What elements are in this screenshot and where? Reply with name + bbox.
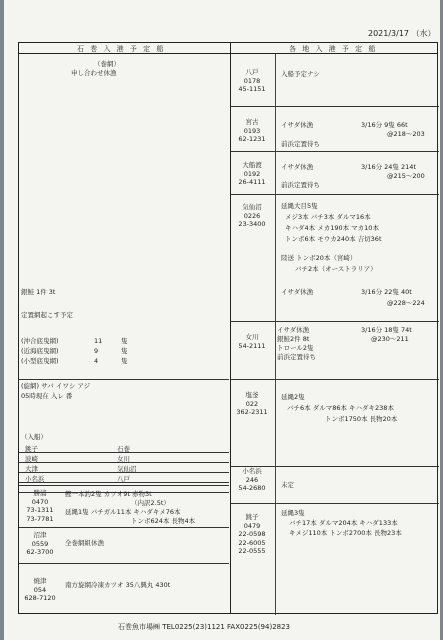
katsuura-line: （内訳2.5t） [131,499,170,507]
fleet-label: (近海底曳網) [21,347,59,355]
kesennuma-line: 3/16分 22隻 40t [361,288,412,296]
kesennuma-line: イサダ休漁 [281,288,314,296]
arrivals-row: 大津 [25,465,38,473]
miyako-line: イサダ休漁 [281,121,314,129]
miyako-line: 前浜定置待ち [281,140,320,148]
left-note-2: 銀鮭 1件 3t [21,288,56,296]
kesennuma-line: @228～224 [387,299,425,307]
arrivals-row: 八戸 [117,475,130,483]
onagawa-line: イサダ休漁 [277,326,310,334]
table-header [19,43,437,54]
arrivals-header: （入船） [21,433,47,441]
divider [231,106,439,107]
fleet-count: 11 [94,337,103,345]
port-onagawa: 女川 54-2111 [238,333,266,350]
divider [19,527,229,528]
choshi-line: キメジ110本 トンボ2700本 長物23本 [289,529,402,537]
arrivals-col-port: 石巻 [117,445,130,453]
onagawa-line: 銀鮭2件 8t [277,335,310,343]
kesennuma-line: バチ2本（オーストラリア） [295,265,377,273]
divider [19,379,229,380]
arrivals-row: 女川 [117,455,130,463]
onahama-line: 未定 [281,481,294,489]
ofunato-line: 3/16分 24隻 214t [361,163,416,171]
miyako-line: @218～203 [387,130,425,138]
divider [231,503,439,504]
port-yaizu: 焼津 054 628-7120 [24,577,56,602]
shiogama-line: バチ6本 ダルマ86本 キハダキ238本 [287,404,394,412]
port-kesennuma: 気仙沼 0226 23-3400 [238,203,266,228]
report-table [18,42,438,614]
shiogama-line: トンボ1750本 長物20本 [325,415,398,423]
divider [19,485,229,486]
fleet-unit: 隻 [121,357,128,365]
kesennuma-line: キハダ4本 メカ190本 マカ10本 [285,224,379,232]
fleet-unit: 隻 [121,337,128,345]
port-choshi: 銚子 0479 22-0598 22-6005 22-0555 [238,513,266,555]
ofunato-line: 前浜定置待ち [281,181,320,189]
fleet-unit: 隻 [121,347,128,355]
divider [231,321,439,322]
arrivals-row: 波崎 [25,455,38,463]
kesennuma-line: 陸送 トンボ20本（宮崎） [281,254,357,262]
kesennuma-line: トンボ6本 モウカ240本 吉切36t [285,235,382,243]
kesennuma-line: メジ3本 バチ3本 ダルマ16本 [285,213,371,221]
yaizu-line: 南方旋網冷凍カツオ 35八興丸 430t [65,581,171,589]
ofunato-line: イサダ休漁 [281,163,314,171]
arrivals-col-vessel: 銚子 [25,445,38,453]
right-column-title: 各 地 入 港 予 定 船 [289,45,378,53]
report-date: 2021/3/17 （水） [368,29,436,38]
numazu-line: 全巻網組休漁 [65,539,104,547]
port-hachinohe: 八戸 0178 45-1151 [238,68,266,93]
footer-contact: 石巻魚市場㈱ TEL0225(23)1121 FAX0225(94)2823 [118,623,291,631]
right-port-divider [275,54,276,615]
choshi-line: バチ17本 ダルマ204本 キハダ133本 [289,519,398,527]
divider [231,194,439,195]
fleet-label: (沖合底曳網) [21,337,59,345]
kesennuma-line: 延縄大目5隻 [281,202,318,210]
hachinohe-line: 入船予定ナシ [281,70,320,78]
time-line: 05時現在 入レ 番 [21,392,73,400]
choshi-line: 延縄3隻 [281,509,305,517]
fleet-count: 4 [94,357,99,365]
left-column-title: 石 巻 入 港 予 定 船 [77,45,166,53]
arrivals-row: 気仙沼 [117,465,137,473]
left-note-1: 申し合わせ休漁 [71,69,117,77]
onagawa-line: 前浜定置待ち [277,353,316,361]
onagawa-line: @230～211 [371,335,409,343]
fleet-count: 9 [94,347,99,355]
onagawa-line: 3/16分 18隻 74t [361,326,412,334]
port-katsuura: 勝浦 0470 73-1311 73-7781 [26,489,54,523]
katsuura-line: 鰹一本釣2隻 カツオ9t 赤物3t [65,490,152,498]
port-ofunato: 大船渡 0192 26-4111 [238,161,266,186]
left-note-3: 定置網起こす予定 [21,311,73,319]
divider [231,379,439,380]
onagawa-line: トロール2隻 [277,344,314,352]
divider [231,151,439,152]
miyako-line: 3/16分 9隻 66t [361,121,408,129]
port-numazu: 沼津 0559 62-3700 [26,531,54,556]
arrivals-row: 小名浜 [25,475,45,483]
ofunato-line: @215～200 [387,172,425,180]
katsuura-line: 延縄1隻 バチガル11本 キハダキメ76本 [65,508,181,516]
fleet-label: (小型底曳網) [21,357,59,365]
katsuura-line: トンボ624本 長物4本 [131,517,196,525]
left-category-1: （巻網） [94,60,120,68]
shiogama-line: 延縄2隻 [281,393,305,401]
divider [19,563,229,564]
port-shiogama: 塩釜 022 362-2311 [236,391,268,416]
port-onahama: 小名浜 246 54-2680 [238,467,266,492]
purse-seine-line: (旋網) サバ イワシ アジ [21,382,91,390]
port-miyako: 宮古 0193 62-1231 [238,118,266,143]
